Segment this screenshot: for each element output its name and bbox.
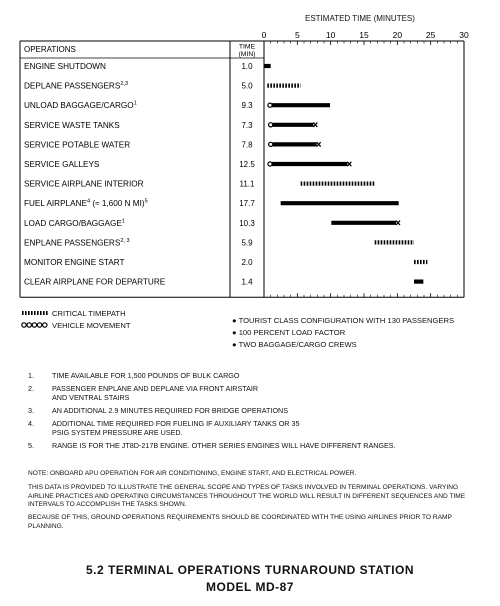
operation-label: FUEL AIRPLANE$^4$ (≈ 1,600 N MI)$^5$	[24, 198, 148, 209]
condition-item: ● 100 PERCENT LOAD FACTOR	[232, 328, 346, 337]
vehicle-marker	[268, 162, 272, 166]
x-tick-label: 10	[325, 30, 336, 40]
operation-label: DEPLANE PASSENGERS$^{2,3}$	[24, 81, 129, 91]
chart-axis-title: ESTIMATED TIME (MINUTES)	[305, 14, 415, 23]
legend-vehicle-swatch	[32, 323, 36, 327]
operation-time: 12.5	[239, 160, 255, 169]
page-title: 5.2 TERMINAL OPERATIONS TURNAROUND STATION	[85, 563, 415, 577]
footnote: 3. AN ADDITIONAL 2.9 MINUTES REQUIRED FOR BRIDGE OPERATIONS	[28, 406, 289, 415]
vehicle-marker	[269, 123, 273, 127]
operation-label: MONITOR ENGINE START	[24, 258, 125, 267]
legend-vehicle-swatch	[27, 323, 31, 327]
x-tick-label: 15	[359, 30, 369, 40]
operation-label: ENGINE SHUTDOWN	[24, 62, 106, 71]
legend-label-vehicle: VEHICLE MOVEMENT	[52, 321, 131, 330]
operation-time: 10.3	[239, 218, 255, 228]
x-tick-label: 30	[459, 30, 469, 40]
operation-label: SERVICE POTABLE WATER	[24, 140, 131, 150]
operation-label: SERVICE AIRPLANE INTERIOR	[24, 179, 144, 189]
vehicle-marker	[269, 142, 273, 146]
note-apu: NOTE: ONBOARD APU OPERATION FOR AIR CONDITIONING, ENGINE START, AND ELECTRICAL POWER.	[28, 470, 357, 477]
legend-vehicle-swatch	[22, 323, 26, 327]
note-disclaimer: THIS DATA IS PROVIDED TO ILLUSTRATE THE GENERAL SCOPE AND TYPES OF TASKS INVOLVED IN TERMINAL OPERATIONS. VARYING AIRLINE PRACTICES AND OPERATING CIRCUMSTANCES THROUGHOUT THE WORLD WILL RESULT IN DIFFERENT SEQUENCES AND TIME INTERVALS TO ACCOMPLISH THE TASKS SHOWN.	[28, 484, 466, 508]
operation-label: SERVICE WASTE TANKS	[24, 120, 120, 130]
vehicle-marker	[268, 103, 272, 107]
operations-header: OPERATIONS	[24, 45, 76, 54]
footnote: 4. ADDITIONAL TIME REQUIRED FOR FUELING IF AUXILIARY TANKS OR 35 PSIG SYSTEM PRESSURE ARE USED.	[28, 419, 300, 437]
operation-time: 7.3	[241, 120, 253, 130]
footnote: 5. RANGE IS FOR THE JT8D-217B ENGINE. OTHER SERIES ENGINES WILL HAVE DIFFERENT RANGES.	[28, 441, 396, 450]
operation-label: CLEAR AIRPLANE FOR DEPARTURE	[24, 277, 166, 287]
operation-time: 9.3	[241, 101, 253, 111]
note-coordination: BECAUSE OF THIS, GROUND OPERATIONS REQUIREMENTS SHOULD BE COORDINATED WITH THE USING AIRLINES PRIOR TO RAMP PLANNING.	[28, 514, 452, 530]
turnaround-chart	[0, 0, 500, 300]
legend-vehicle-swatch	[37, 323, 41, 327]
condition-item: ● TOURIST CLASS CONFIGURATION WITH 130 PASSENGERS	[232, 316, 455, 325]
legend-label-critical: CRITICAL TIMEPATH	[52, 309, 126, 318]
operation-time: 7.8	[241, 140, 253, 150]
footnotes	[28, 371, 478, 454]
operation-time: 11.1	[239, 179, 255, 189]
operation-time: 5.9	[241, 238, 253, 248]
x-tick-label: 5	[294, 30, 300, 40]
page-subtitle: MODEL MD-87	[206, 580, 294, 594]
operation-time: 2.0	[241, 258, 253, 267]
operation-label: LOAD CARGO/BAGGAGE$^1$	[24, 218, 125, 228]
footnote: 1. TIME AVAILABLE FOR 1,500 POUNDS OF BULK CARGO	[28, 371, 240, 380]
operation-label: UNLOAD BAGGAGE/CARGO$^1$	[24, 100, 137, 111]
operation-time: 17.7	[239, 199, 255, 209]
legend-vehicle-swatch	[43, 323, 47, 327]
operation-label: ENPLANE PASSENGERS$^{2, 3}$	[24, 237, 130, 248]
operation-time: 1.0	[241, 62, 253, 71]
time-header: TIME	[238, 43, 256, 51]
operation-time: 1.4	[241, 277, 253, 287]
x-tick-label: 25	[425, 30, 436, 40]
x-tick-label: 0	[261, 30, 267, 40]
footnote: 2. PASSENGER ENPLANE AND DEPLANE VIA FRONT AIRSTAIR AND VENTRAL STAIRS	[28, 384, 259, 402]
x-tick-label: 20	[392, 30, 403, 40]
operation-time: 5.0	[241, 81, 253, 91]
condition-item: ● TWO BAGGAGE/CARGO CREWS	[232, 340, 357, 349]
operation-label: SERVICE GALLEYS	[24, 160, 100, 169]
time-unit-header: (MIN)	[238, 51, 256, 58]
